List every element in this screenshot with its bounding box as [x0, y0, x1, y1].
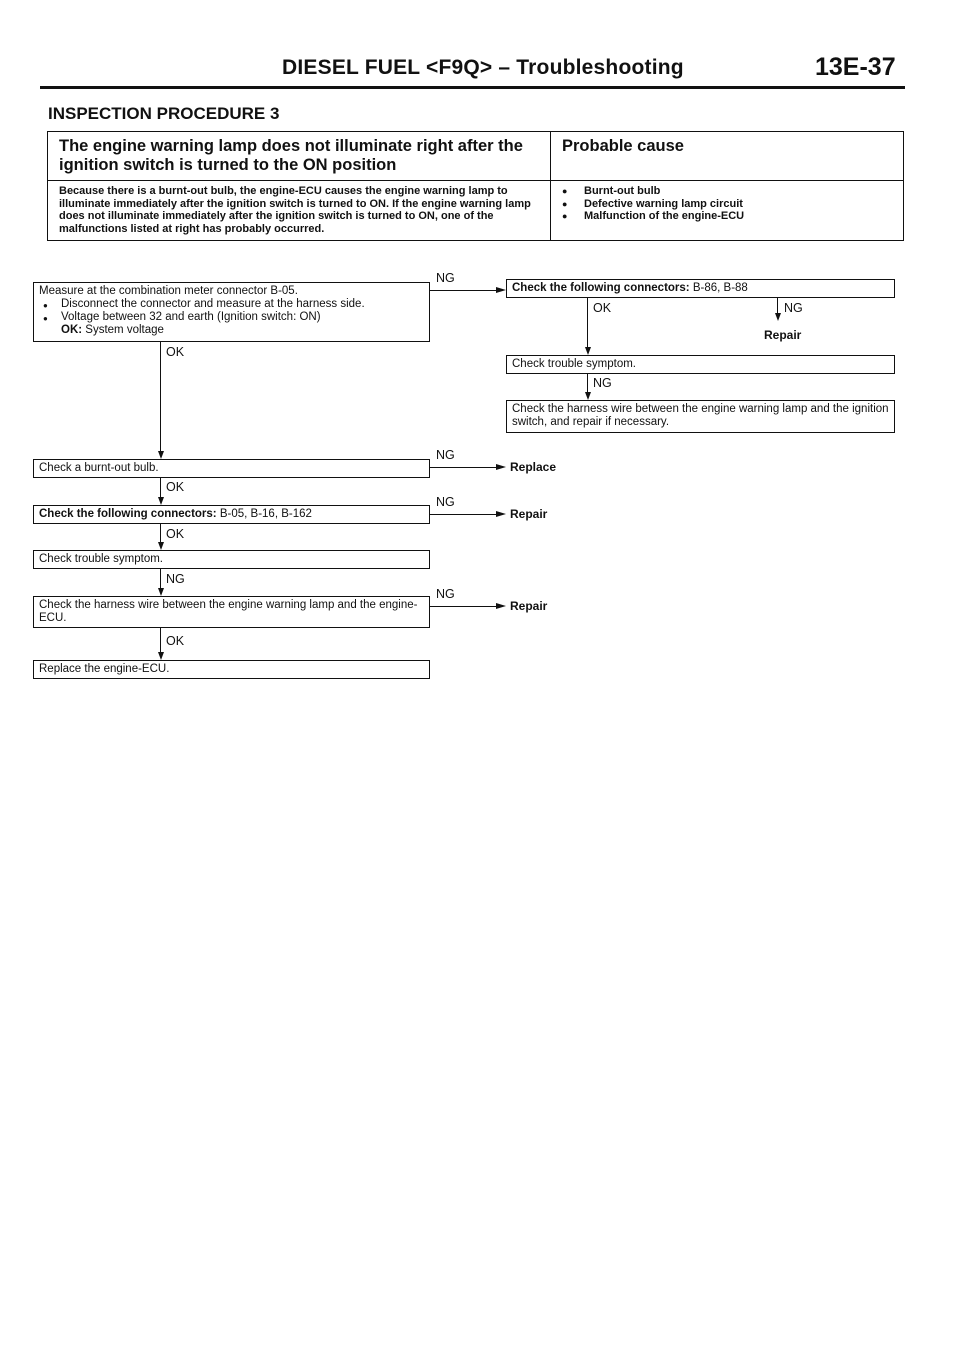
ok-label: OK [166, 480, 185, 494]
ng-label: NG [436, 587, 455, 601]
action-repair: Repair [510, 507, 548, 521]
step-replace-engine-ecu [33, 660, 430, 679]
ng-label: NG [436, 271, 455, 285]
connector-check-value: B-05, B-16, B-162 [219, 508, 312, 520]
connector-line [160, 628, 161, 654]
measure-text: Measure at the combination meter connector B-05. [39, 285, 298, 297]
arrow-right [496, 511, 506, 517]
connector-line [587, 374, 588, 394]
harness-check-text: Check the harness wire between the engine warning lamp and the ignition switch, and repair if necessary. [512, 403, 889, 428]
symptom-heading: The engine warning lamp does not illuminate right after the ignition switch is turned to the ON position [48, 132, 551, 181]
ok-label: OK [166, 345, 185, 359]
ok-criterion-label: OK: [61, 324, 83, 336]
probable-cause-heading: Probable cause [551, 132, 904, 181]
arrow-down [158, 497, 164, 505]
action-repair: Repair [510, 599, 548, 613]
arrow-down [158, 451, 164, 459]
cause-item: ● Malfunction of the engine-ECU [562, 210, 895, 223]
connector-check-label: Check the following connectors: [512, 282, 690, 294]
connector-line [430, 290, 498, 291]
ok-criterion-value: System voltage [85, 324, 164, 336]
connector-line [160, 569, 161, 590]
arrow-down [158, 542, 164, 550]
step-check-harness-lamp-ecu [33, 596, 430, 628]
connector-line [430, 467, 498, 468]
procedure-title: INSPECTION PROCEDURE 3 [48, 104, 280, 123]
measure-bullet: ● Voltage between 32 and earth (Ignition switch: ON) [39, 311, 424, 324]
arrow-right [496, 464, 506, 470]
step-check-trouble-symptom-a [506, 355, 895, 374]
step-check-burnt-out-bulb [33, 459, 430, 478]
ok-label: OK [593, 301, 612, 315]
step-measure-connector [33, 282, 430, 342]
probable-cause-list [562, 185, 895, 223]
connector-line [587, 298, 588, 349]
page-number: 13E-37 [815, 53, 896, 81]
action-replace: Replace [510, 460, 557, 474]
ok-label: OK [166, 634, 185, 648]
cause-item: ● Defective warning lamp circuit [562, 198, 895, 211]
arrow-right [496, 603, 506, 609]
page-header-title: DIESEL FUEL <F9Q> – Troubleshooting [282, 56, 684, 79]
connector-line [160, 342, 161, 453]
connector-line [160, 478, 161, 499]
action-repair: Repair [764, 328, 802, 342]
connector-check-value: B-86, B-88 [692, 282, 748, 294]
harness-check-text: Check the harness wire between the engine warning lamp and the engine-ECU. [39, 599, 418, 624]
step-check-trouble-symptom-b [33, 550, 430, 569]
ng-label: NG [436, 495, 455, 509]
arrow-right [496, 287, 506, 293]
arrow-down [585, 392, 591, 400]
connector-check-label: Check the following connectors: [39, 508, 217, 520]
summary-table [47, 131, 904, 241]
arrow-down [775, 313, 781, 321]
bulb-check-text: Check a burnt-out bulb. [39, 462, 159, 474]
measure-bullet: ● Disconnect the connector and measure at the harness side. [39, 298, 424, 311]
arrow-down [158, 652, 164, 660]
ng-label: NG [436, 448, 455, 462]
connector-line [430, 514, 498, 515]
trouble-symptom-text: Check trouble symptom. [39, 553, 163, 565]
ng-label: NG [593, 376, 612, 390]
replace-ecu-text: Replace the engine-ECU. [39, 663, 170, 675]
step-check-connectors-b05-b16-b162 [33, 505, 430, 524]
symptom-description: Because there is a burnt-out bulb, the engine-ECU causes the engine warning lamp to illuminate immediately after the ignition switch is turned to ON. If the engine warning lamp does not illuminate immediately after the ignition switch is turned to ON, one of the malfunctions listed at right has probably occurred. [48, 181, 551, 241]
header-rule [40, 86, 905, 89]
connector-line [160, 524, 161, 544]
ok-label: OK [166, 527, 185, 541]
ng-label: NG [784, 301, 803, 315]
ng-label: NG [166, 572, 185, 586]
step-check-harness-lamp-ignition [506, 400, 895, 433]
trouble-symptom-text: Check trouble symptom. [512, 358, 636, 370]
step-check-connectors-b86-b88 [506, 279, 895, 298]
cause-item: ● Burnt-out bulb [562, 185, 895, 198]
connector-line [430, 606, 498, 607]
arrow-down [585, 347, 591, 355]
arrow-down [158, 588, 164, 596]
